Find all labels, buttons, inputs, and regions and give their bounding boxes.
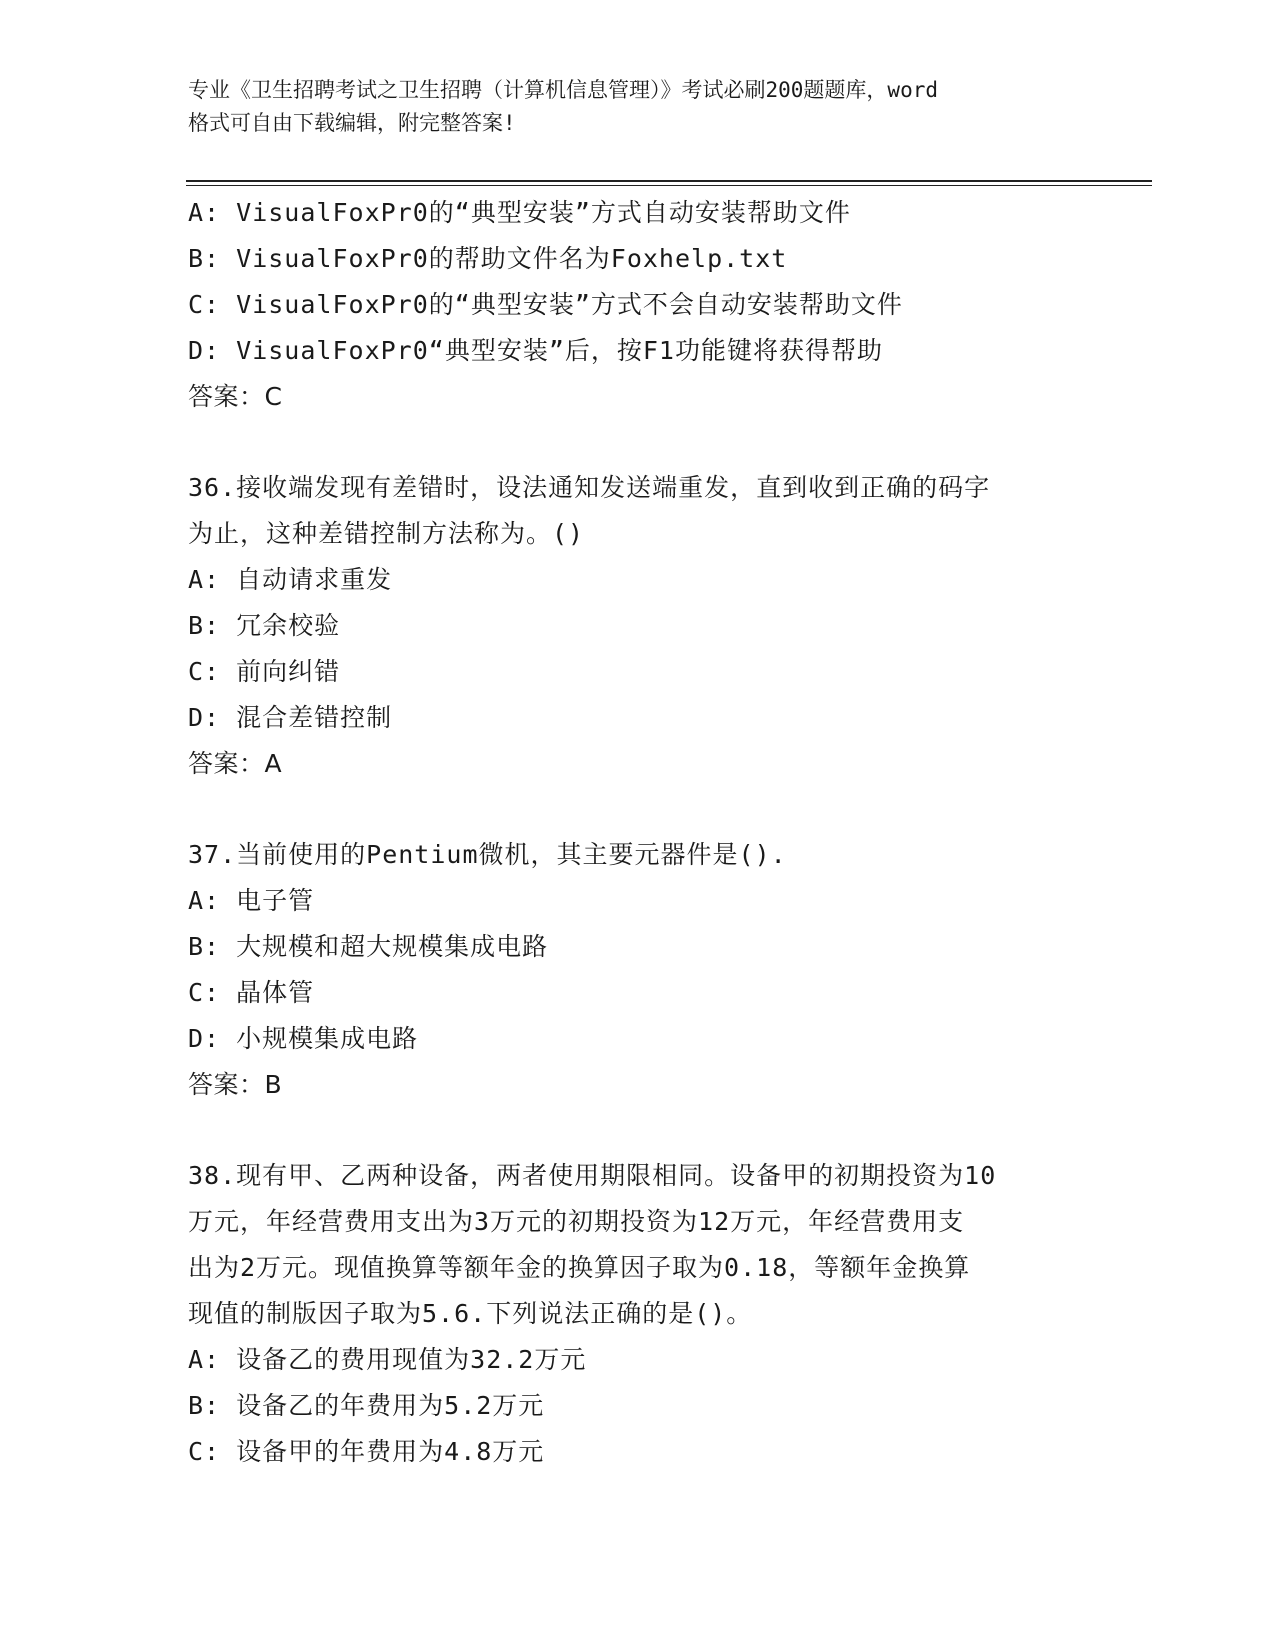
option-a: A: 设备乙的费用现值为32.2万元	[188, 1345, 587, 1374]
option-c: C: 前向纠错	[188, 657, 341, 686]
question-content	[188, 190, 1088, 1475]
header-line-2: 格式可自由下载编辑，附完整答案!	[188, 111, 516, 135]
option-b: B: 设备乙的年费用为5.2万元	[188, 1391, 545, 1420]
option-c: C: VisualFoxPr0的“典型安装”方式不会自动安装帮助文件	[188, 290, 903, 319]
option-c: C: 晶体管	[188, 978, 315, 1007]
question-text-line: 万元，年经营费用支出为3万元的初期投资为12万元，年经营费用支	[188, 1207, 965, 1236]
answer: 答案：C	[188, 382, 283, 411]
option-a: A: 电子管	[188, 886, 315, 915]
option-d: D: VisualFoxPr0“典型安装”后，按F1功能键将获得帮助	[188, 336, 883, 365]
answer: 答案：B	[188, 1070, 283, 1099]
question-text-line: 38.现有甲、乙两种设备，两者使用期限相同。设备甲的初期投资为10	[188, 1161, 997, 1190]
question-38	[188, 1153, 1088, 1475]
option-d: D: 小规模集成电路	[188, 1024, 419, 1053]
question-text-line: 36.接收端发现有差错时，设法通知发送端重发，直到收到正确的码字	[188, 473, 991, 502]
answer: 答案：A	[188, 749, 283, 778]
header-rule-thick	[186, 180, 1152, 182]
question-35	[188, 190, 1088, 420]
question-text-line: 37.当前使用的Pentium微机，其主要元器件是().	[188, 840, 787, 869]
option-a: A: VisualFoxPr0的“典型安装”方式自动安装帮助文件	[188, 198, 851, 227]
question-36	[188, 465, 1088, 787]
option-b: B: 冗余校验	[188, 611, 341, 640]
option-c: C: 设备甲的年费用为4.8万元	[188, 1437, 545, 1466]
option-b: B: VisualFoxPr0的帮助文件名为Foxhelp.txt	[188, 244, 788, 273]
question-text-line: 为止，这种差错控制方法称为。()	[188, 519, 585, 548]
option-d: D: 混合差错控制	[188, 703, 393, 732]
question-37	[188, 832, 1088, 1108]
header-line-1: 专业《卫生招聘考试之卫生招聘（计算机信息管理）》考试必刷200题题库，word	[188, 78, 938, 102]
document-header	[188, 74, 1088, 140]
option-a: A: 自动请求重发	[188, 565, 393, 594]
question-text-line: 出为2万元。现值换算等额年金的换算因子取为0.18，等额年金换算	[188, 1253, 971, 1282]
option-b: B: 大规模和超大规模集成电路	[188, 932, 549, 961]
question-text-line: 现值的制版因子取为5.6.下列说法正确的是()。	[188, 1299, 753, 1328]
header-rule-thin	[186, 185, 1152, 186]
